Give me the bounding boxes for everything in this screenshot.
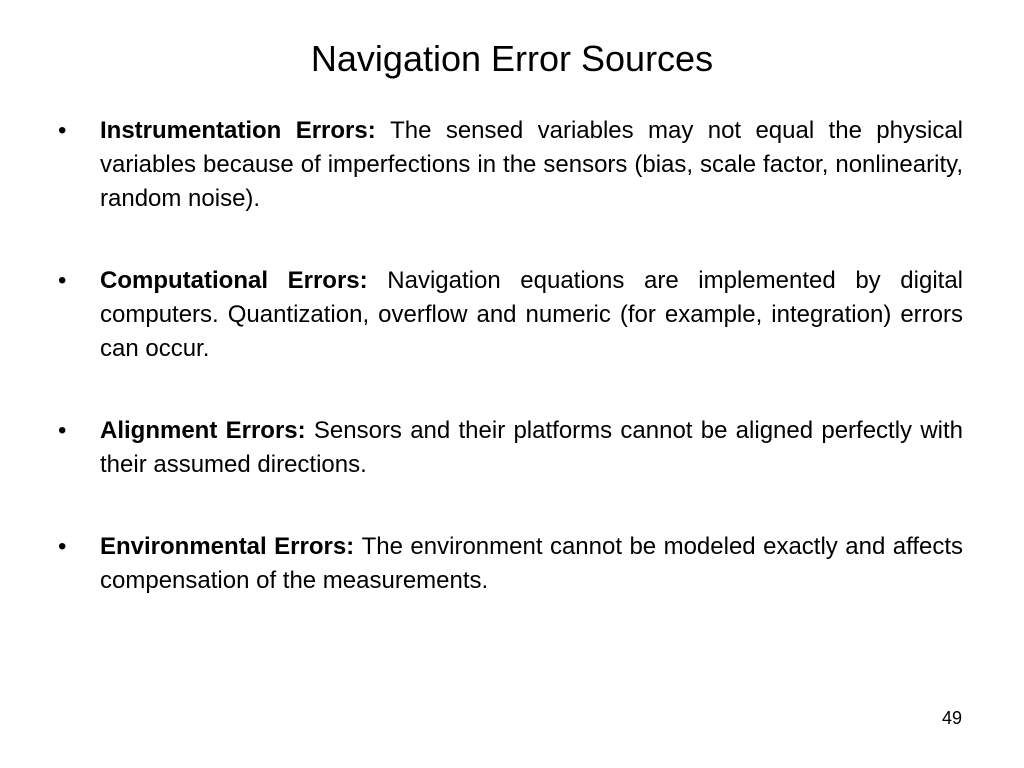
bullet-item-environmental-errors: [58, 530, 963, 598]
bullet-term: Alignment Errors:: [100, 417, 314, 444]
bullet-term: Instrumentation Errors:: [100, 117, 391, 144]
bullet-point-icon: •: [58, 117, 67, 144]
bullet-list: [58, 114, 963, 646]
bullet-text: Navigation equations are implemented by digital computers. Quantization, overflow and numeric (for example, integration) errors can occur.: [100, 267, 963, 362]
bullet-point-icon: •: [58, 533, 67, 560]
bullet-item-alignment-errors: [58, 414, 963, 482]
bullet-item-instrumentation-errors: [58, 114, 963, 216]
slide-title: Navigation Error Sources: [310, 38, 714, 79]
bullet-point-icon: •: [58, 267, 67, 294]
bullet-point-icon: •: [58, 417, 67, 444]
bullet-text: The sensed variables may not equal the physical variables because of imperfections in the sensors (bias, scale factor, nonlinearity, random noise).: [100, 117, 963, 212]
bullet-text: The environment cannot be modeled exactly and affects compensation of the measurements.: [100, 533, 964, 594]
bullet-term: Computational Errors:: [100, 267, 388, 294]
page-number: 49: [941, 708, 962, 728]
bullet-item-computational-errors: [58, 264, 963, 366]
bullet-text: Sensors and their platforms cannot be aligned perfectly with their assumed directions.: [100, 417, 963, 478]
bullet-term: Environmental Errors:: [100, 533, 362, 560]
